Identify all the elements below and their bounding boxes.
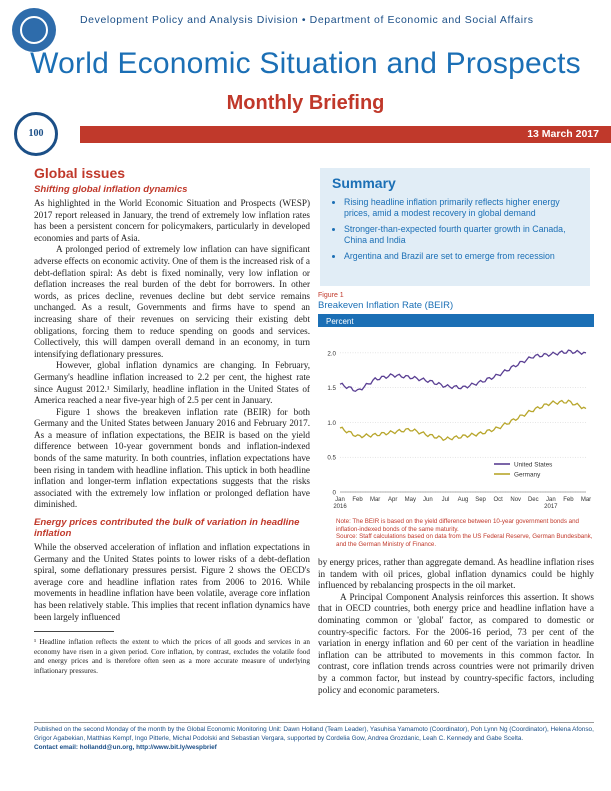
y-tick-label: 2.0 — [327, 350, 336, 358]
legend-entry: Germany — [514, 471, 541, 479]
paragraph: A Principal Component Analysis reinforces this assertion. It shows that in OECD countries, both energy price and headline inflation have a dominating common or 'global' factor, as compared to domestic or country-specific factors. For the 2006-16 period, 73 per cent of the variation in energy inflation and 60 per cent of the variation in headline inflation can be attributed to movements in this common factor. In contrast, core inflation trends across countries were not primarily driven by a common factor, but instead by country-specific factors, including policy and economic parameters. — [318, 591, 594, 695]
paragraph: by energy prices, rather than aggregate demand. As headline inflation rises in tandem with oil prices, global inflation dynamics could be highly influenced by rebalancing prospects in the oil market. — [318, 557, 594, 591]
x-tick-label: Aug — [457, 497, 469, 503]
x-tick-label: Jun — [423, 497, 433, 503]
chart-header-bar — [318, 314, 594, 327]
y-tick-label: 1.5 — [327, 385, 336, 393]
y-tick-label: 0 — [332, 489, 336, 497]
footer — [34, 722, 594, 752]
figure-note — [336, 518, 594, 533]
summary-item: • Stronger-than-expected fourth quarter growth in Canada, China and India — [344, 224, 578, 246]
x-tick-label: May — [404, 497, 416, 503]
x-tick-label: Sep — [475, 497, 486, 503]
published-note: Published on the second Monday of the month by the Global Economic Monitoring Unit: Dawn Holland (Team Leader), Yasuhisa Yamamoto (Coordinator), Poh Lynn Ng (Coordinator), Helena Afonso, Grigor Agabekian, Matthias Kempf, Ingo Pitterle, Michal Podolski and Sebastian Vergara, supported by Cordelia Gow, Andrea Grozdanic, Leah C. Kennedy and Gabe Scelta. — [34, 726, 594, 742]
chart-background — [318, 314, 594, 514]
right-column — [318, 557, 594, 696]
beir-chart — [318, 314, 594, 514]
header — [0, 0, 611, 118]
x-tick-label: Apr — [388, 497, 398, 503]
x-tick-label: Dec — [527, 497, 539, 503]
paragraph: While the observed acceleration of inflation and inflation expectations in Germany and the United States points to lower risks of a debt-deflation spiral, some deflationary pressures persist. Figure 2 shows the OECD's average core and headline inflation rates from 2006 to 2016. While movements in headline inflation have been volatile, average core inflation has been relatively stable. This implies that recent inflation dynamics have been largely influenced — [34, 542, 310, 622]
x-tick-label: Jan — [335, 497, 345, 503]
note-text: The BEIR is based on the yield difference between 10-year government bonds and inflation-indexed bonds of the same maturity. — [336, 518, 579, 533]
figure-title: Breakeven Inflation Rate (BEIR) — [318, 300, 454, 311]
figure-notes — [318, 518, 594, 548]
footnote-rule — [34, 631, 114, 632]
figure-1 — [318, 292, 594, 552]
subheading: Energy prices contributed the bulk of variation in headline inflation — [34, 517, 300, 540]
publication-date: 13 March 2017 — [527, 128, 599, 140]
paragraph: A prolonged period of extremely low inflation can have significant adverse effects on economic activity. One of them is the increased risk of a debt-deflation spiral: As debt is fixed nominally, very low inflation or deflation increases the real burden of the debt for borrowers. In other words, as prices decline, revenues decline but debt service remains unchanged. As a result, Governments and firms have to spend an increasing share of their revenues on servicing their existing debt obligations, forcing them to reduce spending on goods and services. Collectively, this will dampen overall demand in an economy, in turn intensifying deflationary pressures. — [34, 244, 310, 359]
footnote: ¹ Headline inflation reflects the extent to which the prices of all goods and services in an economy have risen in a given period. Core inflation, by contrast, excludes the volatile food and energy prices and is therefore often seen as a more accurate measure of underlying inflationary pressures. — [34, 638, 310, 675]
division-line: Development Policy and Analysis Division • Department of Economic and Social Affairs — [80, 14, 534, 26]
left-column — [34, 165, 310, 676]
date-bar — [80, 126, 611, 143]
figure-label: Figure 1 — [318, 292, 344, 299]
summary-list — [320, 197, 590, 262]
source-text: Staff calculations based on data from the US Federal Reserve, German Bundesbank, and the German Ministry of Finance. — [336, 533, 593, 548]
y-axis-label: Percent — [326, 317, 354, 326]
un-emblem-icon — [12, 8, 56, 52]
figure-source — [336, 533, 594, 548]
x-tick-label: Nov — [510, 497, 522, 503]
summary-item: • Rising headline inflation primarily reflects higher energy prices, amid a modest recovery in global demand — [344, 197, 578, 219]
paragraph: As highlighted in the World Economic Situation and Prospects (WESP) 2017 report released in January, the trend of extremely low inflation rates has been a persistent concern for policymakers, particularly in developed economies and parts of Asia. — [34, 198, 310, 243]
x-tick-label: Feb — [352, 497, 363, 503]
summary-title: Summary — [332, 175, 396, 191]
x-tick-label: Oct — [493, 497, 503, 503]
x-tick-label: Jul — [441, 497, 450, 503]
source-label: Source: — [336, 533, 358, 541]
anniversary-badge-icon: 100 — [14, 112, 58, 156]
x-tick-label: Jan — [546, 497, 556, 503]
subheading: Shifting global inflation dynamics — [34, 184, 188, 195]
page-subtitle: Monthly Briefing — [226, 92, 385, 114]
contact-line: Contact email: hollandd@un.org, http://www.bit.ly/wespbrief — [34, 744, 217, 751]
page-title: World Economic Situation and Prospects — [30, 47, 581, 80]
section-title: Global issues — [34, 165, 126, 181]
y-tick-label: 1.0 — [327, 419, 336, 427]
x-tick-label: Feb — [563, 497, 574, 503]
x-tick-label: Mar — [580, 497, 592, 503]
y-tick-label: 0.5 — [327, 454, 336, 462]
x-tick-year: 2017 — [544, 504, 558, 510]
note-label: Note: — [336, 518, 351, 525]
x-tick-year: 2016 — [333, 504, 347, 510]
summary-box — [320, 168, 590, 286]
legend-entry: United States — [514, 461, 553, 469]
paragraph: However, global inflation dynamics are changing. In February, Germany's headline inflation increased to 2.2 per cent, the highest rate since August 2012.¹ Similarly, headline inflation in the United States of America reached a near five-year high of 2.5 per cent in January. — [34, 360, 310, 406]
x-tick-label: Mar — [369, 497, 381, 503]
summary-item: • Argentina and Brazil are set to emerge from recession — [344, 251, 578, 262]
paragraph: Figure 1 shows the breakeven inflation rate (BEIR) for both Germany and the United States between January 2016 and February 2017. As a measure of inflation expectations, the BEIR is based on the yield difference between 10-year government bonds and inflation-indexed bonds of the same maturity. In both countries, inflation expectations have been rising in tandem with headline inflation. This uptick in both headline inflation and longer-term inflation expectations suggests that the risks associated with the extremely low inflation or prolonged deflation have diminished. — [34, 406, 310, 510]
